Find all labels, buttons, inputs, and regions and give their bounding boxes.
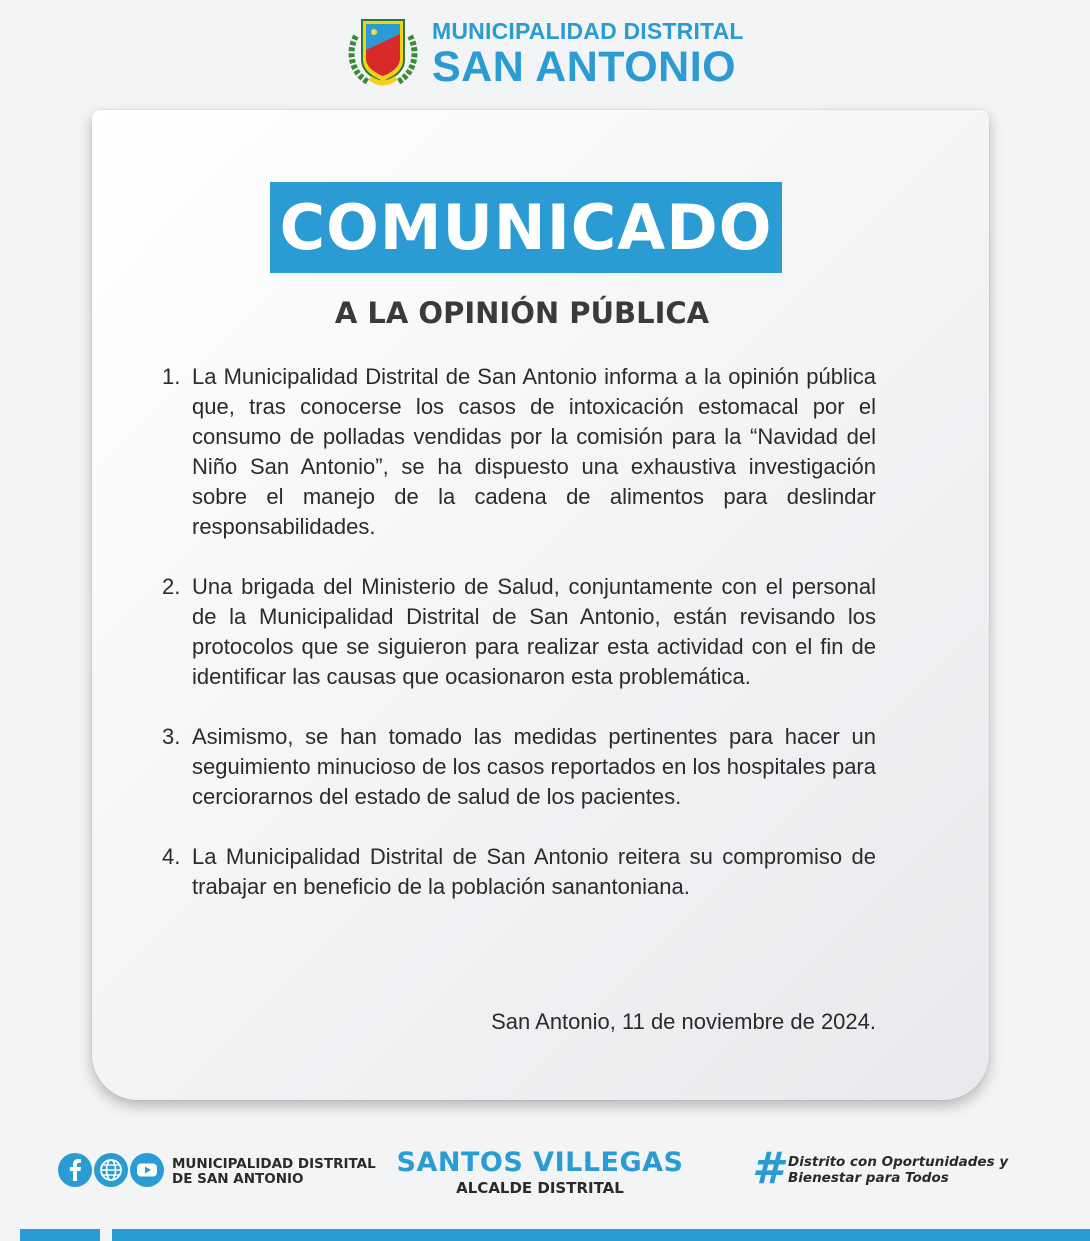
item-text: Una brigada del Ministerio de Salud, conjuntamente con el personal de la Municipalidad Distrital de San Antonio, están revisando los protocolos que se siguieron para realizar esta actividad con el fin de identificar las causas que ocasionaron esta problemática.	[192, 574, 876, 689]
page-footer	[0, 1145, 1090, 1205]
municipality-title	[432, 20, 744, 89]
bottom-accent-bar-right	[112, 1229, 1090, 1241]
facebook-icon[interactable]	[58, 1153, 92, 1187]
statement-date: San Antonio, 11 de noviembre de 2024.	[491, 1009, 876, 1034]
list-item	[162, 842, 876, 902]
comunicado-banner: COMUNICADO	[270, 182, 782, 273]
globe-icon[interactable]	[94, 1153, 128, 1187]
list-item	[162, 572, 876, 692]
statement-list	[162, 362, 876, 932]
mayor-name: SANTOS VILLEGAS	[396, 1147, 684, 1178]
youtube-icon[interactable]	[130, 1153, 164, 1187]
municipal-crest-icon	[346, 16, 420, 88]
item-number: 2.	[162, 574, 181, 599]
item-number: 4.	[162, 844, 181, 869]
item-text: La Municipalidad Distrital de San Antonio reitera su compromiso de trabajar en beneficio de la población sanantoniana.	[192, 844, 876, 899]
hashtag-icon: #	[752, 1143, 783, 1194]
bottom-accent-bar-left	[20, 1229, 100, 1241]
list-item	[162, 722, 876, 812]
header-line-1: MUNICIPALIDAD DISTRITAL	[432, 18, 744, 44]
mayor-title: ALCALDE DISTRITAL	[456, 1179, 624, 1197]
page-header	[340, 14, 760, 94]
header-line-2: SAN ANTONIO	[432, 43, 737, 91]
list-item	[162, 362, 876, 542]
slogan-text	[788, 1154, 1038, 1186]
item-number: 1.	[162, 364, 181, 389]
slogan-line-2: Bienestar para Todos	[788, 1170, 949, 1186]
footer-municipality	[172, 1157, 376, 1187]
item-number: 3.	[162, 724, 181, 749]
footer-muni-line-1: MUNICIPALIDAD DISTRITAL	[172, 1156, 376, 1172]
statement-subtitle: A LA OPINIÓN PÚBLICA	[334, 296, 710, 330]
item-text: La Municipalidad Distrital de San Antonio informa a la opinión pública que, tras conocerse los casos de intoxicación estomacal por el consumo de polladas vendidas por la comisión para la “Navidad del Niño San Antonio”, se ha dispuesto una exhaustiva investigación sobre el manejo de la cadena de alimentos para deslindar responsabilidades.	[192, 364, 876, 539]
slogan-line-1: Distrito con Oportunidades y	[788, 1154, 1009, 1170]
item-text: Asimismo, se han tomado las medidas pertinentes para hacer un seguimiento minucioso de los casos reportados en los hospitales para cerciorarnos del estado de salud de los pacientes.	[192, 724, 876, 809]
statement-card	[92, 110, 989, 1100]
footer-muni-line-2: DE SAN ANTONIO	[172, 1171, 304, 1187]
mayor-block	[380, 1147, 700, 1197]
